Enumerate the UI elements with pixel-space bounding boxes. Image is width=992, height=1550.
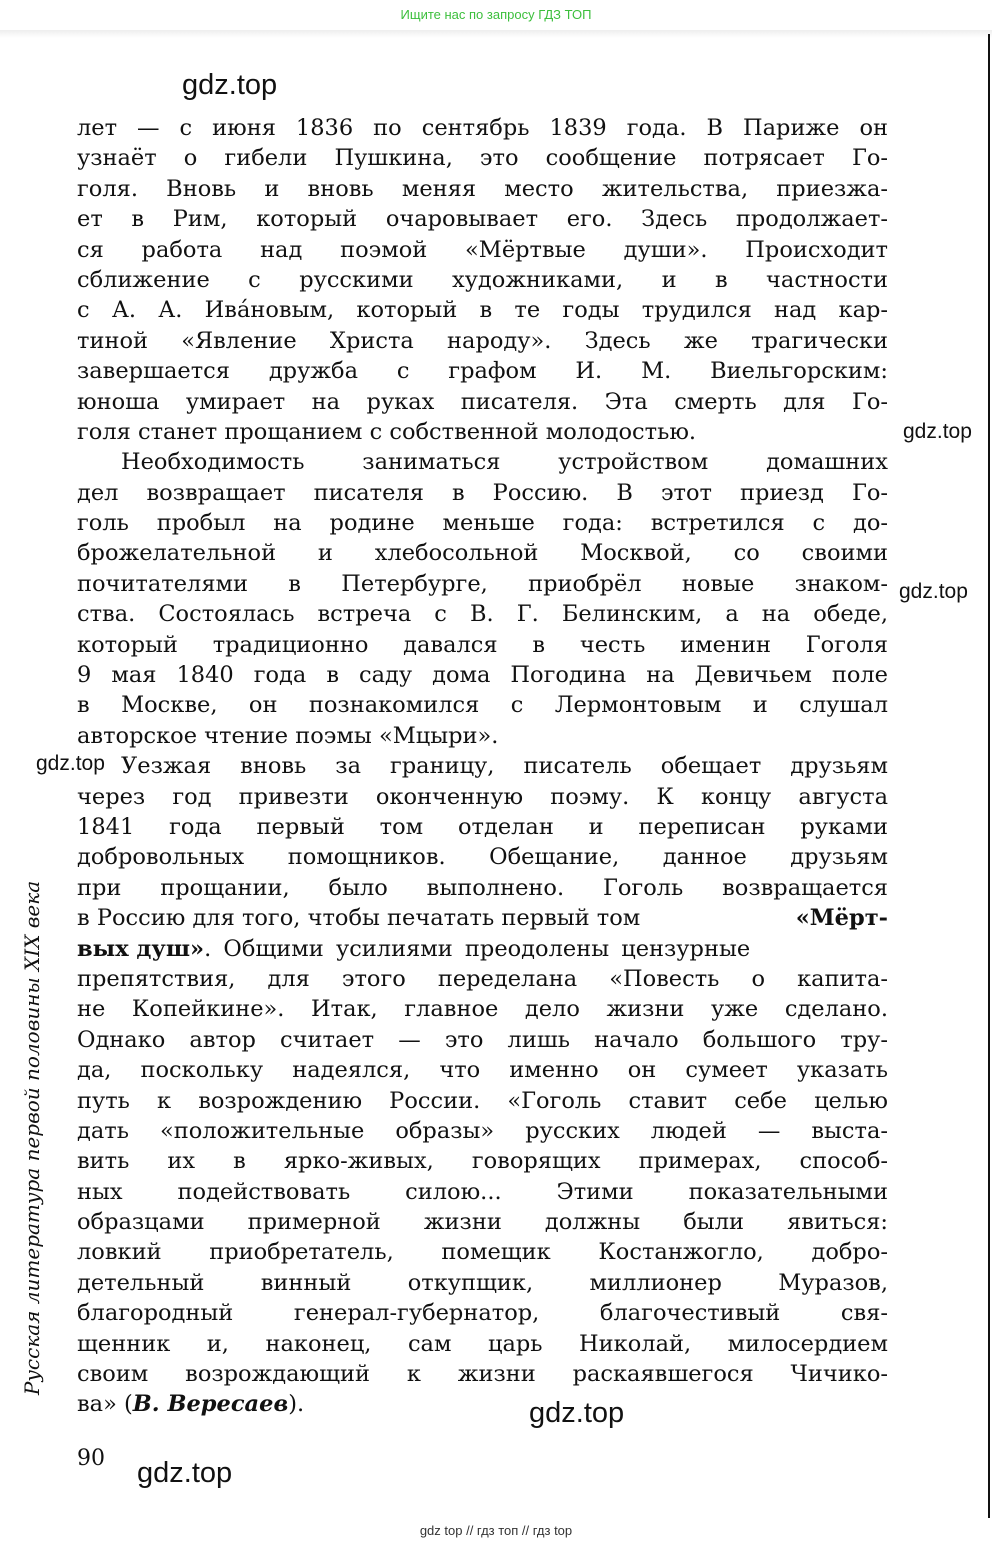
right-border-line	[988, 34, 990, 1518]
text-line: брожелательной и хлебосольной Москвой, со своими	[77, 540, 888, 567]
text-line: в Москве, он познакомился с Лермонтовым и слушал	[77, 692, 888, 719]
text-line	[77, 903, 888, 933]
text-line: да, поскольку надеялся, что именно он сумеет указать	[77, 1057, 888, 1084]
text-line: завершается дружба с графом И. М. Виельгорским:	[77, 358, 888, 385]
text-line: голя. Вновь и вновь меняя место жительства, приезжа-	[77, 175, 888, 202]
side-title: Русская литература первой половины XIX века	[20, 880, 44, 1396]
text-line: почитателями в Петербурге, приобрёл новые знаком-	[77, 570, 888, 597]
text-line: ловкий приобретатель, помещик Костанжогло, добро-	[77, 1239, 888, 1266]
paragraph-start-line: Уезжая вновь за границу, писатель обещает друзьям	[121, 753, 888, 780]
bold-title-fragment: «Мёрт-	[795, 905, 888, 932]
watermark-bottom-1: gdz.top	[529, 1397, 625, 1429]
text-line: тиной «Явление Христа народу». Здесь же трагически	[77, 327, 888, 354]
text-line: Однако автор считает — это лишь начало большого тру-	[77, 1026, 888, 1053]
text-line: ся работа над поэмой «Мёртвые души». Происходит	[77, 236, 888, 263]
text-line: щенник и, наконец, сам царь Николай, милосердием	[77, 1330, 888, 1357]
text-line: авторское чтение поэмы «Мцыри».	[77, 722, 499, 749]
watermark-right-1: gdz.top	[903, 420, 972, 443]
text-line: голь пробыл на родине меньше года: встретился с до-	[77, 510, 888, 537]
watermark-right-2: gdz.top	[899, 580, 968, 603]
body-text	[77, 113, 888, 1420]
paragraph-start-line: Необходимость заниматься устройством домашних	[121, 449, 888, 476]
text-line: вить их в ярко-живых, говорящих примерах, способ-	[77, 1148, 888, 1175]
text-line: ства. Состоялась встреча с В. Г. Белинским, а на обеде,	[77, 601, 888, 628]
text-line: голя станет прощанием с собственной молодостью.	[77, 418, 697, 445]
text-line: с А. А. Ива́новым, который в те годы трудился над кар-	[77, 297, 888, 324]
text-line: своим возрождающий к жизни раскаявшегося Чичико-	[77, 1361, 888, 1388]
text-line: детельный винный откупщик, миллионер Муразов,	[77, 1269, 888, 1296]
text-line: узнаёт о гибели Пушкина, это сообщение потрясает Го-	[77, 145, 888, 172]
top-banner: Ищите нас по запросу ГДЗ ТОП	[400, 7, 592, 22]
text-fragment: ).	[288, 1391, 305, 1418]
text-line: при прощании, было выполнено. Гоголь возвращается	[77, 874, 888, 901]
text-line: добровольных помощников. Обещание, данное друзьям	[77, 844, 888, 871]
banner-shadow	[0, 30, 992, 38]
text-line: путь к возрождению России. «Гоголь ставит себе целью	[77, 1087, 888, 1114]
page-number: 90	[77, 1446, 105, 1471]
text-line: дел возвращает писателя в Россию. В этот приезд Го-	[77, 479, 888, 506]
text-line: 1841 года первый том отделан и переписан руками	[77, 813, 888, 840]
text-line: юноша умирает на руках писателя. Эта смерть для Го-	[77, 388, 888, 415]
text-line: 9 мая 1840 года в саду дома Погодина на Девичьем поле	[77, 662, 888, 689]
text-line	[77, 1389, 888, 1419]
text-line: ет в Рим, который очаровывает его. Здесь продолжает-	[77, 206, 888, 233]
text-line: лет — с июня 1836 по сентябрь 1839 года. В Париже он	[77, 115, 888, 141]
text-fragment: ва» (	[77, 1391, 133, 1418]
footer-watermark: gdz top // гдз топ // гдз top	[419, 1523, 573, 1538]
text-line: ных подействовать силою... Этими показательными	[77, 1178, 888, 1205]
text-line: образцами примерной жизни должны были явиться:	[77, 1209, 888, 1236]
text-line: благородный генерал-губернатор, благочестивый свя-	[77, 1300, 888, 1327]
text-line: не Копейкине». Итак, главное дело жизни уже сделано.	[77, 996, 888, 1023]
watermark-bottom-2: gdz.top	[137, 1457, 233, 1489]
watermark-left: gdz.top	[36, 752, 105, 775]
text-line: дать «положительные образы» русских людей — выста-	[77, 1117, 888, 1144]
text-line: препятствия, для этого переделана «Повесть о капита-	[77, 965, 888, 992]
text-line: который традиционно давался в честь именин Гоголя	[77, 631, 888, 658]
text-line: через год привезти оконченную поэму. К концу августа	[77, 783, 888, 810]
author-name: В. Вересаев	[132, 1391, 289, 1418]
text-line: сближение с русскими художниками, и в частности	[77, 266, 888, 293]
text-fragment: в Россию для того, чтобы печатать первый том	[77, 905, 641, 932]
text-line	[77, 934, 888, 964]
text-fragment: . Общими усилиями преодолены цензурные	[204, 935, 751, 962]
watermark-top: gdz.top	[182, 69, 278, 101]
bold-title-fragment: вых душ»	[77, 935, 205, 962]
